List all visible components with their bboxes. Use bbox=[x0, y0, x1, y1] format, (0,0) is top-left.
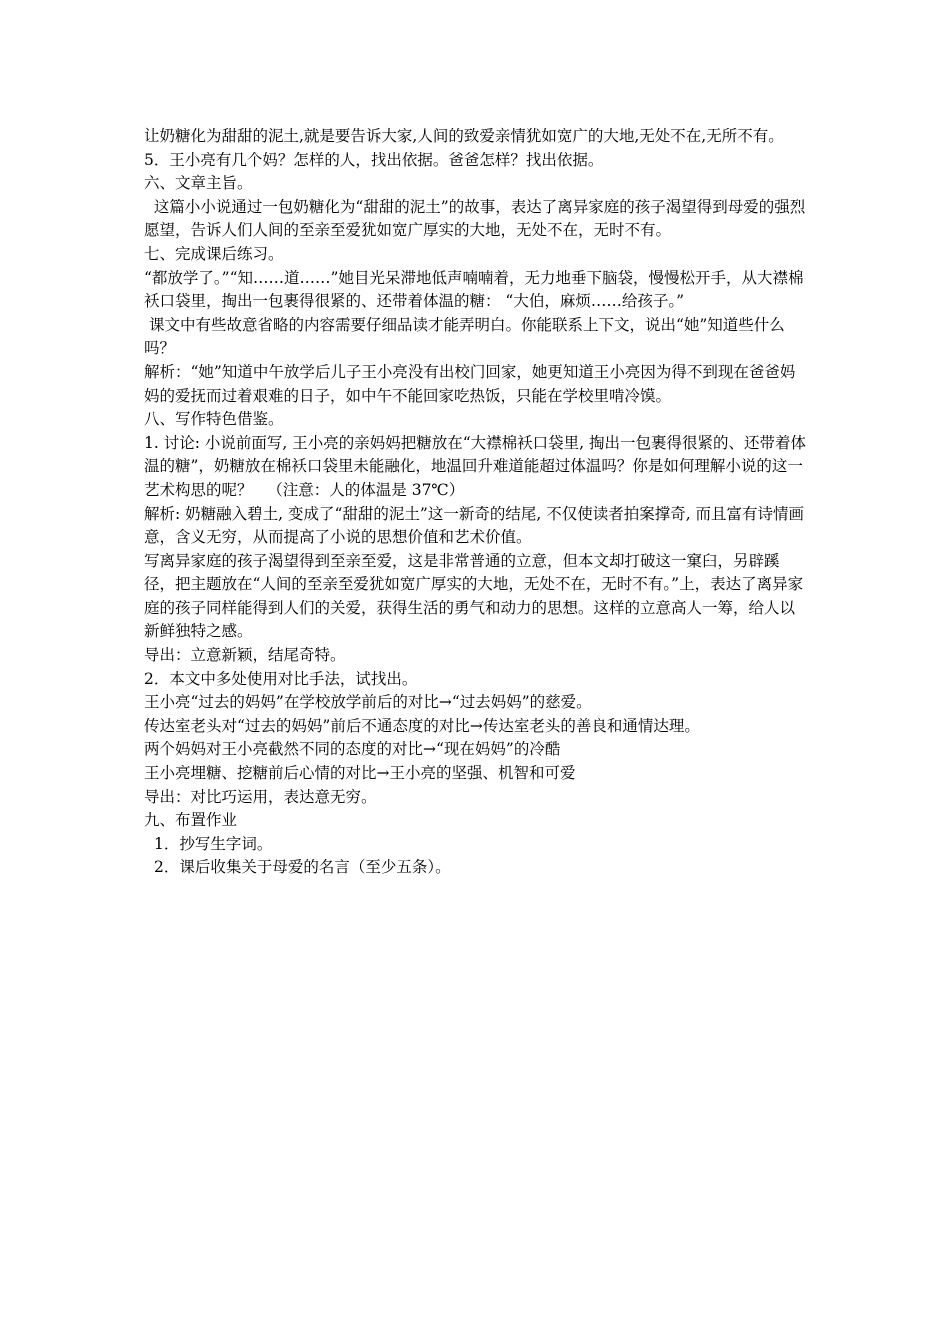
paragraph-quote: “都放学了。”“知……道……”她目光呆滞地低声喃喃着，无力地垂下脑袋，慢慢松开手，从大襟棉袄口袋里，掏出一包裹得很紧的、还带着体温的糖： “大伯，麻烦……给孩子。” bbox=[144, 268, 804, 311]
paragraph-summary-2: 导出：对比巧运用，表达意无穷。 bbox=[144, 787, 377, 806]
section-heading-exercises: 七、完成课后练习。 bbox=[144, 244, 284, 263]
paragraph-summary-1: 导出：立意新颖，结尾奇特。 bbox=[144, 646, 346, 665]
question-5: 5．王小亮有几个妈？怎样的人，找出依据。爸爸怎样？找出依据。 bbox=[144, 150, 604, 169]
paragraph-contrast-intro: 2．本文中多处使用对比手法，试找出。 bbox=[144, 669, 418, 688]
document-body bbox=[144, 125, 810, 880]
paragraph-question: 课文中有些故意省略的内容需要仔细品读才能弄明白。你能联系上下文，说出“她”知道些什么吗？ bbox=[144, 315, 785, 358]
paragraph-theme: 这篇小小说通过一包奶糖化为“甜甜的泥土”的故事，表达了离异家庭的孩子渴望得到母爱的强烈愿望，告诉人们人间的至亲至爱犹如宽广厚实的大地，无处不在，无时不有。 bbox=[144, 197, 806, 240]
paragraph-analysis-2: 解析: 奶糖融入碧土, 变成了“甜甜的泥土”这一新奇的结尾, 不仅使读者拍案撑奇, 而且富有诗情画意，含义无穷，从而提高了小说的思想价值和艺术价值。 bbox=[144, 504, 805, 547]
section-heading-writing: 八、写作特色借鉴。 bbox=[144, 410, 284, 429]
contrast-item-1: 王小亮“过去的妈妈”在学校放学前后的对比→“过去妈妈”的慈爱。 bbox=[144, 693, 592, 712]
homework-item-1: 1．抄写生字词。 bbox=[154, 834, 273, 853]
section-heading-homework: 九、布置作业 bbox=[144, 811, 238, 830]
contrast-item-4: 王小亮埋糖、挖糖前后心情的对比→王小亮的坚强、机智和可爱 bbox=[144, 764, 576, 783]
paragraph-theme-analysis: 写离异家庭的孩子渴望得到至亲至爱，这是非常普通的立意，但本文却打破这一窠臼，另辟蹊径，把主题放在“人间的至亲至爱犹如宽广厚实的大地，无处不在，无时不有。”上，表达了离异家庭的孩子同样能得到人们的关爱，获得生活的勇气和动力的思想。这样的立意高人一筹，给人以新鲜独特之感。 bbox=[144, 551, 804, 641]
paragraph-analysis-1: 解析：“她”知道中午放学后儿子王小亮没有出校门回家，她更知道王小亮因为得不到现在爸爸妈妈的爱抚而过着艰难的日子，如中午不能回家吃热饭，只能在学校里啃冷馍。 bbox=[144, 362, 796, 405]
paragraph-discussion: 1. 讨论: 小说前面写, 王小亮的亲妈妈把糖放在“大襟棉袄口袋里, 掏出一包裹得很紧的、还带着体温的糖”，奶糖放在棉袄口袋里未能融化，地温回升难道能超过体温吗？你是如何理解小说的这一艺术构思的呢？ （注意：人的体温是 37℃） bbox=[144, 433, 806, 499]
contrast-item-2: 传达室老头对“过去的妈妈”前后不通态度的对比→传达室老头的善良和通情达理。 bbox=[144, 716, 700, 735]
homework-item-2: 2．课后收集关于母爱的名言（至少五条）。 bbox=[154, 858, 451, 877]
section-heading-theme: 六、文章主旨。 bbox=[144, 174, 253, 193]
contrast-item-3: 两个妈妈对王小亮截然不同的态度的对比→“现在妈妈”的冷酷 bbox=[144, 740, 561, 759]
paragraph-conclusion-earth: 让奶糖化为甜甜的泥土,就是要告诉大家,人间的致爱亲情犹如宽广的大地,无处不在,无所不有。 bbox=[144, 127, 784, 145]
